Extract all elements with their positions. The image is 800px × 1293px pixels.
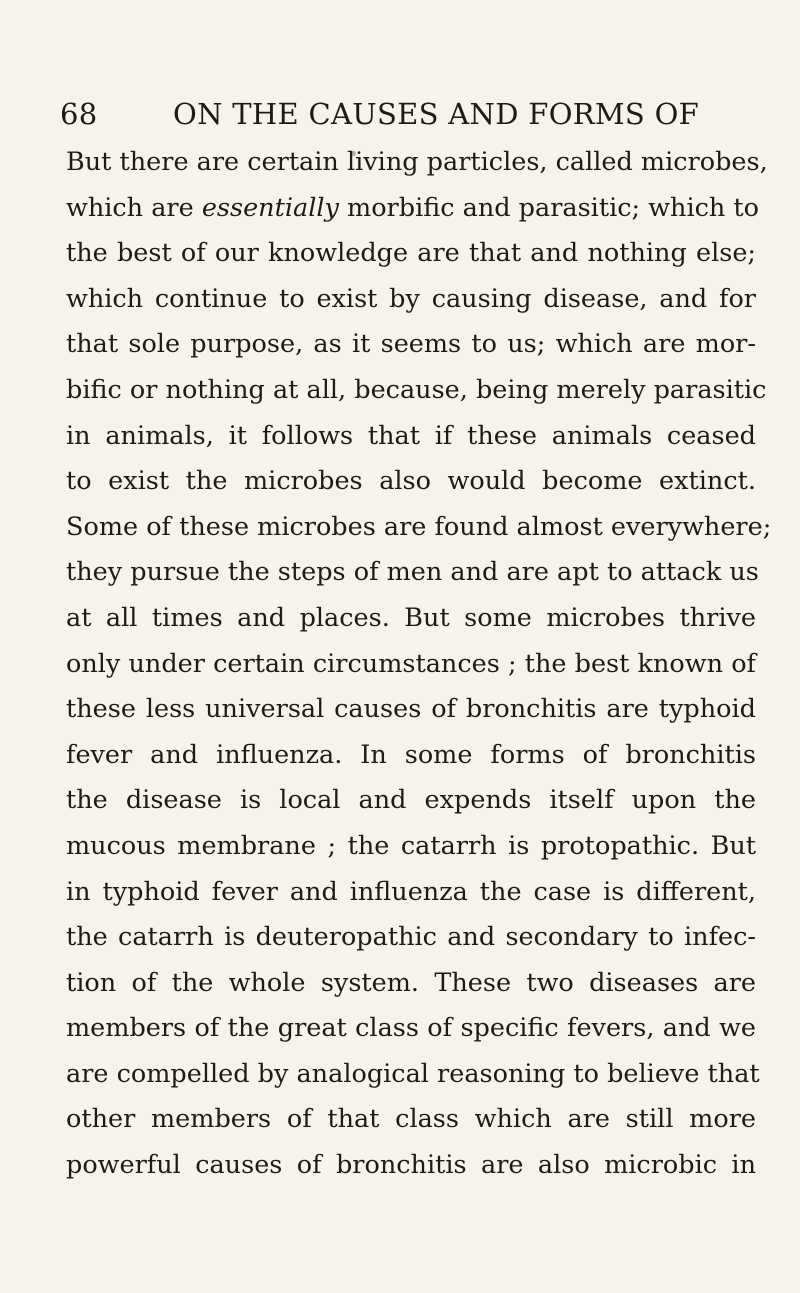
body-line: only under certain circumstances ; the best known of [66, 648, 756, 679]
body-line: tion of the whole system. These two diseases are [66, 967, 756, 998]
italic-word: essentially [201, 192, 339, 223]
body-line: the disease is local and expends itself upon the [66, 785, 756, 816]
body-line [66, 186, 760, 232]
body-line: But there are certain living particles, called microbes, [66, 147, 768, 177]
running-head [60, 92, 720, 136]
body-line: that sole purpose, as it seems to us; which are mor- [66, 329, 756, 360]
body-line: fever and influenza. In some forms of bronchitis [66, 739, 756, 770]
body-line: these less universal causes of bronchitis are typhoid [66, 694, 756, 725]
body-line: they pursue the steps of men and are apt to attack us [66, 557, 759, 588]
body-line: bific or nothing at all, because, being merely parasitic [66, 374, 767, 405]
body-line: members of the great class of specific fevers, and we [66, 1013, 756, 1044]
body-line-text: which are [66, 192, 202, 223]
body-line: Some of these microbes are found almost everywhere; [66, 511, 772, 542]
body-line: in animals, it follows that if these animals ceased [66, 420, 756, 451]
body-line: are compelled by analogical reasoning to believe that [66, 1058, 760, 1089]
running-title: ON THE CAUSES AND FORMS OF [173, 97, 700, 131]
body-text [66, 140, 772, 1189]
page-number: 68 [60, 97, 98, 131]
body-line-text: morbific and parasitic; which to [338, 192, 760, 223]
body-line: to exist the microbes also would become extinct. [66, 466, 756, 497]
body-line: the best of our knowledge are that and nothing else; [66, 238, 756, 269]
body-line: other members of that class which are still more [66, 1104, 756, 1135]
body-line: at all times and places. But some microbes thrive [66, 602, 756, 633]
body-line: the catarrh is deuteropathic and secondary to infec- [66, 922, 756, 953]
body-line: powerful causes of bronchitis are also microbic in [66, 1150, 756, 1181]
body-line: in typhoid fever and influenza the case is different, [66, 876, 756, 907]
body-line: mucous membrane ; the catarrh is protopathic. But [66, 830, 756, 861]
body-line: which continue to exist by causing disease, and for [66, 283, 756, 314]
